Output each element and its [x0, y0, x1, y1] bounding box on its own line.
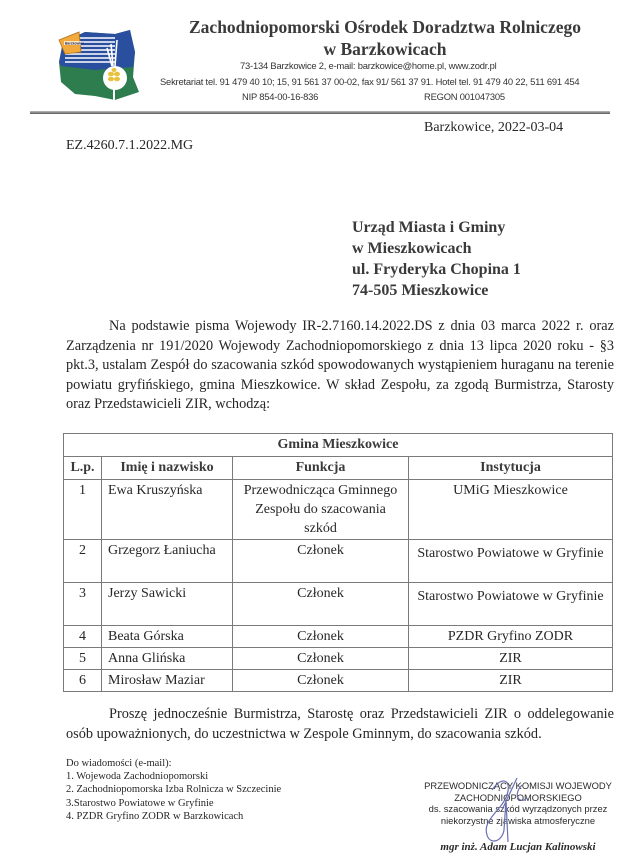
column-header: L.p.	[64, 457, 102, 480]
address-line: 73-134 Barzkowice 2, e-mail: barzkowice@home.pl, www.zodr.pl	[240, 60, 497, 71]
stamp-line: ZACHODNIOPOMORSKIEGO	[454, 791, 582, 803]
nip: NIP 854-00-16-836	[242, 91, 319, 102]
cell-function: Członek	[233, 670, 409, 692]
regon: REGON 001047305	[424, 91, 505, 102]
cc-item: 3.Starostwo Powiatowe w Gryfinie	[66, 797, 214, 809]
cell-institution: ZIR	[409, 648, 613, 670]
cc-item: 4. PZDR Gryfino ZODR w Barzkowicach	[66, 810, 244, 822]
cell-institution: ZIR	[409, 670, 613, 692]
table-row	[64, 626, 613, 648]
table-row	[64, 480, 613, 540]
closing-paragraph: Proszę jednocześnie Burmistrza, Starostę oraz Przedstawicieli ZIR o oddelegowanie osób upoważnionych, do uczestnictwa w Zespole Gminnym, do szacowania szkód.	[66, 706, 614, 742]
table-row	[64, 540, 613, 583]
cell-lp: 4	[64, 626, 102, 648]
reference-number: EZ.4260.7.1.2022.MG	[66, 138, 194, 153]
cell-name: Beata Górska	[102, 626, 233, 648]
cell-function: Przewodnicząca Gminnego Zespołu do szacowania szkód	[233, 480, 409, 540]
table-title: Gmina Mieszkowice	[64, 434, 613, 457]
cell-institution: UMiG Mieszkowice	[409, 480, 613, 540]
cell-lp: 1	[64, 480, 102, 540]
handwritten-signature	[462, 770, 552, 850]
addressee-line: ul. Fryderyka Chopina 1	[352, 261, 521, 278]
committee-table	[63, 433, 613, 692]
org-name-line1: Zachodniopomorski Ośrodek Doradztwa Rolniczego	[189, 17, 581, 37]
addressee-line: 74-505 Mieszkowice	[352, 282, 489, 299]
column-header: Funkcja	[233, 457, 409, 480]
cell-name: Mirosław Maziar	[102, 670, 233, 692]
place-date: Barzkowice, 2022-03-04	[424, 120, 564, 135]
cc-list	[66, 757, 281, 823]
cell-lp: 2	[64, 540, 102, 583]
org-name-line2: w Barzkowicach	[323, 39, 447, 59]
phones-line: Sekretariat tel. 91 479 40 10; 15, 91 561 37 00-02, fax 91/ 561 37 91. Hotel tel. 91 479 40 22, 511 691 454	[160, 76, 580, 87]
zodr-logo	[55, 22, 139, 104]
cell-function: Członek	[233, 540, 409, 583]
table-row	[64, 648, 613, 670]
header-divider	[30, 111, 610, 114]
addressee-line: Urząd Miasta i Gminy	[352, 219, 506, 236]
addressee-line: w Mieszkowicach	[352, 240, 472, 257]
stamp-line: PRZEWODNICZĄCY KOMISJI WOJEWODY	[424, 780, 612, 791]
table-row	[64, 670, 613, 692]
organization-name	[150, 16, 620, 60]
body-text	[66, 317, 614, 415]
closing-text	[66, 705, 614, 744]
cell-lp: 5	[64, 648, 102, 670]
column-header: Instytucja	[409, 457, 613, 480]
cell-institution: PZDR Gryfino ZODR	[409, 626, 613, 648]
cc-item: 2. Zachodniopomorska Izba Rolnicza w Szczecinie	[66, 784, 282, 796]
cell-function: Członek	[233, 648, 409, 670]
signer-name: mgr inż. Adam Lucjan Kalinowski	[440, 841, 596, 853]
table-row	[64, 583, 613, 626]
table-header-row	[64, 457, 613, 480]
body-paragraph: Na podstawie pisma Wojewody IR-2.7160.14.2022.DS z dnia 03 marca 2022 r. oraz Zarządzenia nr 191/2020 Wojewody Zachodniopomorskiego z dnia 13 lipca 2020 roku - §3 pkt.3, ustalam Zespół do szacowania szkód spowodowanych wystąpieniem huraganu na terenie powiatu gryfińskiego, gmina Mieszkowice. W skład Zespołu, za zgodą Burmistrza, Starosty oraz Przedstawicieli ZIR, wchodzą:	[66, 318, 614, 413]
cc-heading: Do wiadomości (e-mail):	[66, 758, 172, 769]
cell-function: Członek	[233, 626, 409, 648]
stamp-line: niekorzystne zjawiska atmosferyczne	[440, 814, 596, 826]
cc-item: 1. Wojewoda Zachodniopomorski	[66, 771, 209, 783]
cell-lp: 3	[64, 583, 102, 626]
addressee-block	[352, 217, 521, 301]
cell-lp: 6	[64, 670, 102, 692]
table-title-row	[64, 434, 613, 457]
cell-function: Członek	[233, 583, 409, 626]
stamp-line: ds. szacowania szkód wyrządzonych przez	[428, 803, 608, 814]
cell-name: Anna Glińska	[102, 648, 233, 670]
cell-name: Jerzy Sawicki	[102, 583, 233, 626]
cell-institution: Starostwo Powiatowe w Gryfinie	[409, 583, 613, 626]
cell-institution: Starostwo Powiatowe w Gryfinie	[409, 540, 613, 583]
logo-label: Barzkowice	[65, 41, 85, 46]
cell-name: Ewa Kruszyńska	[102, 480, 233, 540]
column-header: Imię i nazwisko	[102, 457, 233, 480]
cell-name: Grzegorz Łaniucha	[102, 540, 233, 583]
